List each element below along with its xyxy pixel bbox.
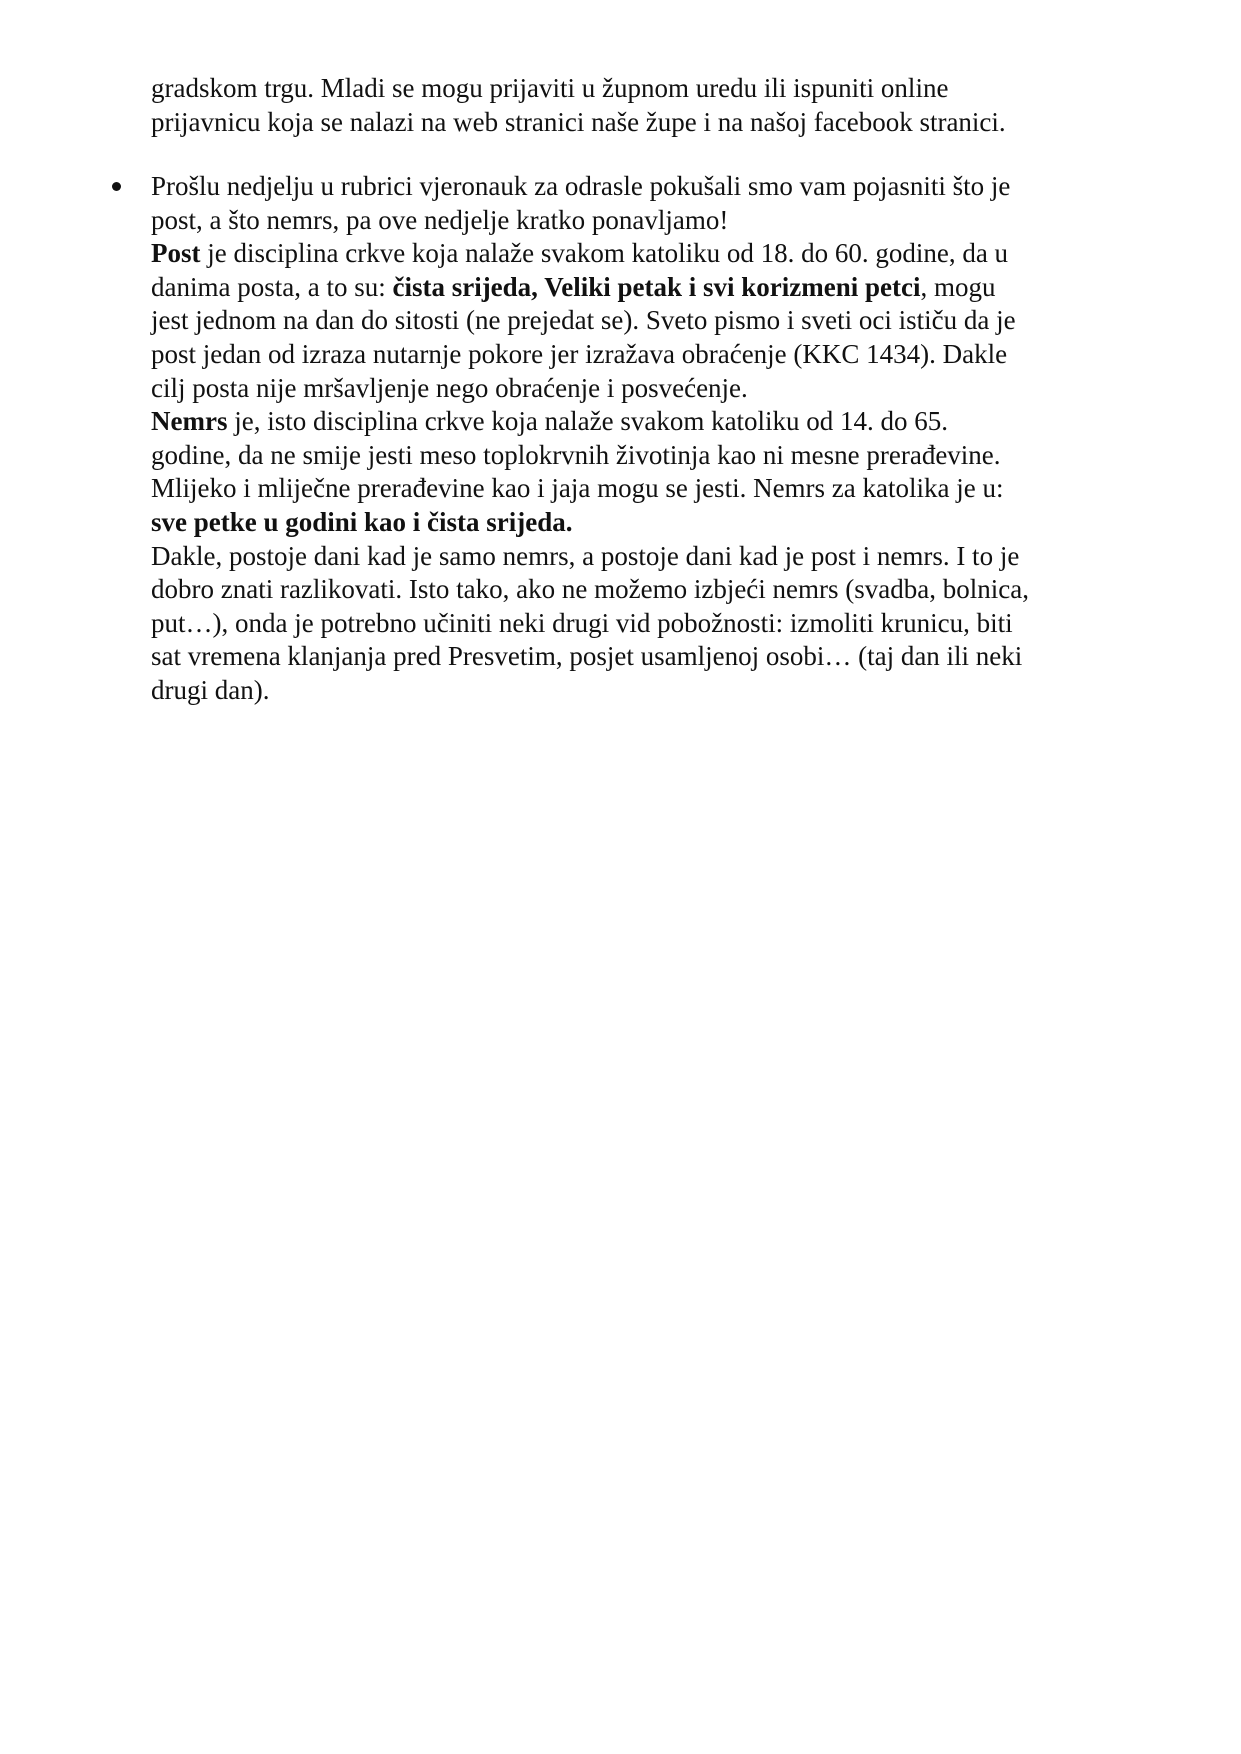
closing-line: sat vremena klanjanja pred Presvetim, posjet usamljenoj osobi… (taj dan ili neki	[151, 641, 1023, 672]
closing-line: drugi dan).	[151, 674, 270, 705]
bullet-line: post, a što nemrs, pa ove nedjelje kratko ponavljamo!	[151, 204, 729, 235]
closing-line: dobro znati razlikovati. Isto tako, ako ne možemo izbjeći nemrs (svadba, bolnica,	[151, 574, 1029, 605]
bullet-paragraph	[151, 170, 1131, 708]
post-days: čista srijeda, Veliki petak i svi korizmeni petci	[392, 271, 921, 302]
post-line: jest jednom na dan do sitosti (ne prejedat se). Sveto pismo i sveti oci ističu da je	[151, 305, 1016, 336]
post-definition-text: je disciplina crkve koja nalaže svakom katoliku od 18. do 60. godine, da u	[200, 238, 1009, 269]
intro-line: gradskom trgu. Mladi se mogu prijaviti u župnom uredu ili ispuniti online	[151, 73, 949, 103]
post-days-intro: danima posta, a to su:	[151, 271, 393, 302]
nemrs-definition-text: je, isto disciplina crkve koja nalaže svakom katoliku od 14. do 65.	[227, 406, 949, 437]
nemrs-days: sve petke u godini kao i čista srijeda.	[151, 506, 573, 537]
bullet-line: Prošlu nedjelju u rubrici vjeronauk za odrasle pokušali smo vam pojasniti što je	[151, 171, 1011, 201]
nemrs-line: Mlijeko i mliječne prerađevine kao i jaja mogu se jesti. Nemrs za katolika je u:	[151, 473, 1004, 504]
post-line: post jedan od izraza nutarnje pokore jer izražava obraćenje (KKC 1434). Dakle	[151, 338, 1008, 369]
post-days-line	[151, 271, 1131, 305]
post-term: Post	[151, 238, 201, 269]
post-definition-line	[151, 237, 1131, 271]
closing-line: Dakle, postoje dani kad je samo nemrs, a postoje dani kad je post i nemrs. I to je	[151, 540, 1020, 571]
post-days-tail: , mogu	[920, 271, 996, 302]
nemrs-definition-line	[151, 405, 1131, 439]
post-line: cilj posta nije mršavljenje nego obraćenje i posvećenje.	[151, 372, 748, 403]
nemrs-term: Nemrs	[151, 406, 228, 437]
closing-line: put…), onda je potrebno učiniti neki drugi vid pobožnosti: izmoliti krunicu, biti	[151, 607, 1013, 638]
nemrs-days-line	[151, 506, 1131, 540]
intro-line: prijavnicu koja se nalazi na web stranici naše župe i na našoj facebook stranici.	[151, 106, 1006, 137]
nemrs-line: godine, da ne smije jesti meso toplokrvnih životinja kao ni mesne prerađevine.	[151, 439, 1001, 470]
intro-paragraph	[151, 72, 1131, 139]
bullet-point-icon	[112, 182, 121, 191]
